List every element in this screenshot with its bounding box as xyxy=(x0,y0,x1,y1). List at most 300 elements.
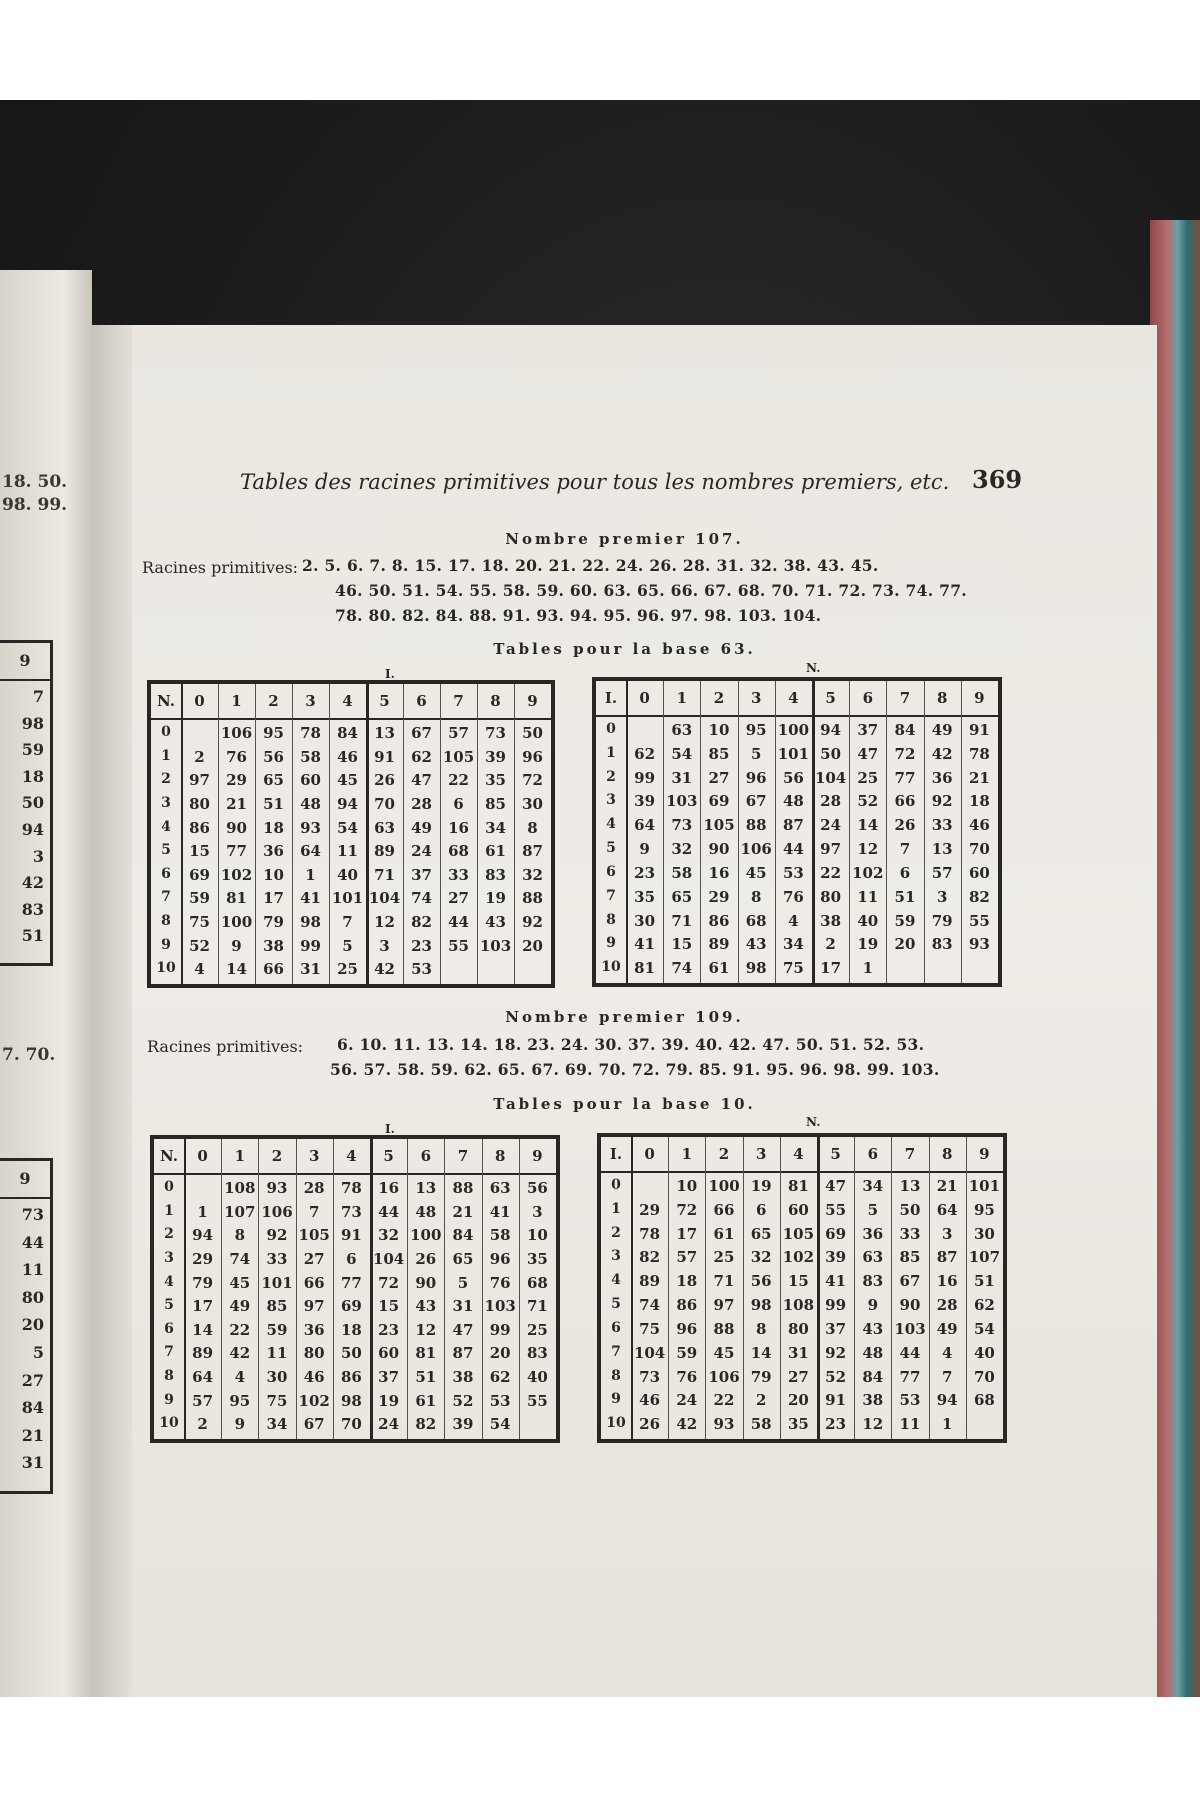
left-page-table-cell: 27 xyxy=(21,1370,44,1390)
table-cell: 35 xyxy=(485,771,506,790)
table-cell: 39 xyxy=(825,1248,847,1267)
table-corner-label: I. xyxy=(604,689,618,707)
table-cell: 32 xyxy=(378,1226,400,1245)
table-column-header: 9 xyxy=(974,689,985,707)
table-row-label: 9 xyxy=(611,1391,621,1408)
table-column-header: 2 xyxy=(271,1147,283,1165)
left-page-table-cell: 59 xyxy=(21,740,44,760)
table-cell: 1 xyxy=(862,959,873,978)
table-cell: 88 xyxy=(745,816,767,835)
table-cell: 7 xyxy=(941,1367,953,1386)
table-cell: 14 xyxy=(750,1343,772,1362)
table-cell: 44 xyxy=(782,840,804,859)
table-cell: 33 xyxy=(266,1249,288,1268)
table-cell: 87 xyxy=(522,842,543,861)
table-cell: 92 xyxy=(931,792,953,811)
table-row-label: 3 xyxy=(161,794,171,811)
table-cell: 95 xyxy=(745,721,767,739)
table-cell: 86 xyxy=(708,911,730,930)
table-cell: 47 xyxy=(825,1177,847,1195)
table-row-label: 6 xyxy=(161,865,171,882)
table-cell: 89 xyxy=(708,935,730,954)
table-cell: 35 xyxy=(634,887,656,906)
table-cell: 14 xyxy=(192,1320,214,1339)
section-1-right-table xyxy=(592,677,1002,987)
table-cell: 91 xyxy=(825,1391,847,1410)
section-2-right-table-label: N. xyxy=(806,1115,821,1129)
table-column-header: 3 xyxy=(308,1147,320,1165)
table-row-label: 8 xyxy=(161,913,171,930)
table-cell: 30 xyxy=(266,1368,288,1387)
table-cell: 5 xyxy=(867,1200,878,1219)
table-cell: 81 xyxy=(787,1177,809,1195)
table-cell: 44 xyxy=(899,1343,921,1362)
table-cell: 27 xyxy=(787,1367,809,1386)
table-row-label: 5 xyxy=(161,842,171,859)
table-column-header: 5 xyxy=(379,692,390,710)
section-1-title: Nombre premier 107. xyxy=(505,530,744,548)
table-row-label: 2 xyxy=(606,768,616,785)
left-page-table-2-header: 9 xyxy=(0,1161,50,1199)
left-page-table-cell: 98 xyxy=(21,713,44,733)
table-cell: 31 xyxy=(787,1343,809,1362)
table-column-header: 9 xyxy=(979,1145,990,1163)
table-cell: 39 xyxy=(452,1415,474,1434)
table-cell: 50 xyxy=(899,1200,921,1219)
left-page-table-cell: 42 xyxy=(21,873,44,893)
table-cell: 64 xyxy=(936,1200,958,1219)
table-row-label: 5 xyxy=(611,1296,621,1313)
table-cell: 79 xyxy=(192,1273,214,1292)
table-cell: 30 xyxy=(522,794,543,813)
table-cell: 95 xyxy=(973,1200,995,1219)
table-cell: 45 xyxy=(745,863,767,882)
table-cell: 56 xyxy=(263,747,284,766)
table-cell: 43 xyxy=(485,913,506,932)
section-2-left-table-label: I. xyxy=(385,1122,395,1136)
table-cell: 90 xyxy=(708,840,730,859)
table-cell: 91 xyxy=(340,1226,362,1245)
table-cell: 4 xyxy=(194,960,205,979)
table-cell: 20 xyxy=(787,1391,809,1410)
table-cell: 75 xyxy=(266,1391,288,1410)
table-cell: 57 xyxy=(192,1391,214,1410)
table-column-header: 8 xyxy=(936,689,948,707)
table-cell: 39 xyxy=(634,792,656,811)
table-cell: 75 xyxy=(782,959,804,978)
table-cell: 24 xyxy=(411,842,432,861)
table-cell: 38 xyxy=(820,911,842,930)
table-cell: 105 xyxy=(298,1226,330,1245)
table-corner-label: N. xyxy=(160,1147,178,1165)
table-row-label: 0 xyxy=(606,721,616,737)
table-cell: 15 xyxy=(787,1272,809,1291)
table-cell: 37 xyxy=(411,865,432,884)
left-page-table-1-header: 9 xyxy=(0,643,50,681)
table-cell: 23 xyxy=(634,863,656,882)
table-column-header: 7 xyxy=(904,1145,916,1163)
table-cell: 54 xyxy=(973,1319,995,1338)
table-row-label: 2 xyxy=(611,1224,621,1241)
table-cell: 87 xyxy=(452,1344,474,1363)
table-row-label: 3 xyxy=(164,1249,174,1266)
table-cell: 104 xyxy=(633,1343,666,1362)
table-cell: 103 xyxy=(894,1319,926,1338)
table-row-label: 10 xyxy=(606,1415,626,1432)
table-column-header: 6 xyxy=(867,1145,878,1163)
table-cell: 78 xyxy=(968,744,990,763)
table-row-label: 4 xyxy=(606,816,616,833)
table-cell: 70 xyxy=(374,794,395,813)
table-corner-label: I. xyxy=(609,1145,623,1163)
table-row-label: 7 xyxy=(611,1343,621,1360)
table-cell: 83 xyxy=(485,865,506,884)
table-cell: 71 xyxy=(526,1297,548,1316)
table-row-label: 6 xyxy=(164,1320,174,1337)
table-column-header: 1 xyxy=(676,689,687,707)
table-cell: 87 xyxy=(782,816,804,835)
table-column-header: 5 xyxy=(825,689,836,707)
table-cell: 34 xyxy=(266,1415,288,1434)
table-cell: 60 xyxy=(300,771,321,790)
table-cell: 99 xyxy=(825,1296,847,1315)
table-row-label: 7 xyxy=(164,1344,174,1361)
table-cell: 53 xyxy=(899,1391,921,1410)
table-cell: 96 xyxy=(676,1319,698,1338)
table-cell: 86 xyxy=(676,1296,698,1315)
section-1-roots-line-1: 2. 5. 6. 7. 8. 15. 17. 18. 20. 21. 22. 24. 26. 28. 31. 32. 38. 43. 45. xyxy=(302,556,879,575)
table-cell: 95 xyxy=(263,724,284,742)
section-2-right-table xyxy=(597,1133,1007,1443)
table-cell: 100 xyxy=(220,913,253,932)
table-cell: 8 xyxy=(234,1226,245,1245)
table-cell: 90 xyxy=(899,1296,921,1315)
table-cell: 21 xyxy=(226,794,247,813)
table-cell: 63 xyxy=(671,721,693,739)
table-row-label: 10 xyxy=(601,959,621,976)
table-column-header: 0 xyxy=(639,689,650,707)
table-cell: 62 xyxy=(411,747,432,766)
table-cell: 15 xyxy=(189,842,210,861)
table-cell: 79 xyxy=(931,911,953,930)
table-cell: 66 xyxy=(263,960,284,979)
table-cell: 52 xyxy=(825,1367,847,1386)
table-row-label: 9 xyxy=(161,936,171,953)
table-cell: 101 xyxy=(331,889,364,908)
table-cell: 91 xyxy=(968,721,990,739)
table-cell: 30 xyxy=(634,911,656,930)
table-cell: 83 xyxy=(526,1344,548,1363)
table-cell: 3 xyxy=(379,936,390,955)
table-cell: 6 xyxy=(346,1249,357,1268)
table-row-label: 7 xyxy=(606,887,616,904)
table-cell: 11 xyxy=(266,1344,288,1363)
table-cell: 98 xyxy=(300,913,321,932)
table-row-label: 1 xyxy=(161,747,171,764)
table-cell: 47 xyxy=(411,771,432,790)
table-cell: 76 xyxy=(676,1367,698,1386)
book-cover-edge xyxy=(1150,220,1200,1697)
table-cell: 59 xyxy=(266,1320,288,1339)
page-number: 369 xyxy=(972,465,1023,494)
table-cell: 62 xyxy=(489,1368,511,1387)
table-cell: 29 xyxy=(708,887,730,906)
table-column-header: 7 xyxy=(453,692,464,710)
table-column-header: 3 xyxy=(750,689,762,707)
table-cell: 3 xyxy=(532,1202,543,1221)
table-cell: 46 xyxy=(303,1368,325,1387)
table-column-header: 2 xyxy=(718,1145,730,1163)
section-2-roots-label: Racines primitives: xyxy=(147,1037,304,1056)
table-cell: 51 xyxy=(894,887,916,906)
table-cell: 32 xyxy=(522,865,543,884)
table-cell: 97 xyxy=(820,840,842,859)
section-2-tables-title: Tables pour la base 10. xyxy=(493,1095,756,1113)
table-cell: 13 xyxy=(899,1177,921,1195)
table-cell: 36 xyxy=(931,768,953,787)
table-cell: 48 xyxy=(300,794,321,813)
table-cell: 33 xyxy=(448,865,469,884)
table-cell: 21 xyxy=(936,1177,958,1195)
table-cell: 12 xyxy=(415,1320,437,1339)
table-cell: 26 xyxy=(415,1249,437,1268)
table-cell: 72 xyxy=(378,1273,400,1292)
table-row-label: 0 xyxy=(161,724,171,740)
table-cell: 75 xyxy=(639,1319,661,1338)
table-cell: 69 xyxy=(189,865,210,884)
table-cell: 43 xyxy=(745,935,767,954)
table-cell: 43 xyxy=(862,1319,884,1338)
table-cell: 24 xyxy=(820,816,842,835)
table-cell: 76 xyxy=(489,1273,511,1292)
table-cell: 17 xyxy=(820,959,842,978)
table-cell: 61 xyxy=(708,959,730,978)
table-cell: 28 xyxy=(303,1179,325,1197)
left-page-table-cell: 21 xyxy=(21,1425,44,1445)
table-cell: 30 xyxy=(973,1224,995,1243)
table-cell: 69 xyxy=(340,1297,362,1316)
left-page-table-cell: 7 xyxy=(32,687,44,706)
table-cell: 7 xyxy=(308,1202,320,1221)
table-cell: 32 xyxy=(671,840,693,859)
section-2-left-table xyxy=(150,1135,560,1443)
table-cell: 77 xyxy=(894,768,916,787)
table-cell: 7 xyxy=(899,840,911,859)
section-1-roots-line-2: 46. 50. 51. 54. 55. 58. 59. 60. 63. 65. 66. 67. 68. 70. 71. 72. 73. 74. 77. xyxy=(335,581,967,600)
table-cell: 67 xyxy=(303,1415,325,1434)
table-cell: 23 xyxy=(825,1415,847,1434)
table-cell: 42 xyxy=(931,744,953,763)
table-cell: 15 xyxy=(378,1297,400,1316)
table-cell: 78 xyxy=(340,1179,362,1197)
table-cell: 23 xyxy=(411,936,432,955)
left-page-text-3: 7. 70. xyxy=(2,1045,56,1065)
table-cell: 15 xyxy=(671,935,693,954)
table-cell: 68 xyxy=(973,1391,995,1410)
table-row-label: 4 xyxy=(611,1272,621,1289)
table-cell: 17 xyxy=(263,889,284,908)
left-page-table-cell: 73 xyxy=(21,1205,44,1224)
table-cell: 46 xyxy=(968,816,990,835)
table-cell: 71 xyxy=(713,1272,735,1291)
table-cell: 85 xyxy=(899,1248,921,1267)
table-cell: 17 xyxy=(676,1224,698,1243)
left-page-table-cell: 50 xyxy=(21,793,44,813)
table-cell: 105 xyxy=(442,747,475,766)
table-cell: 16 xyxy=(448,818,469,837)
table-row-label: 9 xyxy=(606,935,616,952)
table-cell: 33 xyxy=(899,1224,921,1243)
table-cell: 13 xyxy=(415,1179,437,1197)
table-cell: 104 xyxy=(814,768,847,787)
table-cell: 78 xyxy=(300,724,321,742)
table-cell: 72 xyxy=(522,771,543,790)
table-cell: 50 xyxy=(340,1344,362,1363)
table-cell: 43 xyxy=(415,1297,437,1316)
table-cell: 80 xyxy=(787,1319,809,1338)
table-cell: 101 xyxy=(261,1273,293,1292)
table-cell: 2 xyxy=(825,935,836,954)
table-cell: 49 xyxy=(931,721,953,739)
left-page-table-cell: 11 xyxy=(21,1260,44,1280)
table-cell: 98 xyxy=(340,1391,362,1410)
table-cell: 64 xyxy=(192,1368,214,1387)
table-cell: 100 xyxy=(708,1177,740,1195)
section-1-left-table xyxy=(147,680,555,988)
table-row-label: 8 xyxy=(611,1367,621,1384)
table-cell: 4 xyxy=(788,911,799,930)
table-cell: 12 xyxy=(374,913,395,932)
table-cell: 77 xyxy=(226,842,247,861)
table-cell: 75 xyxy=(189,913,210,932)
table-cell: 20 xyxy=(894,935,916,954)
table-cell: 55 xyxy=(526,1391,548,1410)
table-cell: 70 xyxy=(968,840,990,859)
table-cell: 26 xyxy=(894,816,916,835)
table-cell: 55 xyxy=(825,1200,847,1219)
table-cell: 6 xyxy=(899,863,911,882)
table-cell: 25 xyxy=(857,768,879,787)
table-cell: 51 xyxy=(415,1368,437,1387)
table-cell: 73 xyxy=(639,1367,661,1386)
table-cell: 89 xyxy=(374,842,395,861)
table-cell: 61 xyxy=(415,1391,437,1410)
table-cell: 66 xyxy=(894,792,916,811)
table-column-header: 7 xyxy=(899,689,911,707)
table-cell: 25 xyxy=(713,1248,735,1267)
table-cell: 58 xyxy=(750,1415,772,1434)
table-cell: 40 xyxy=(526,1368,548,1387)
table-cell: 80 xyxy=(303,1344,325,1363)
section-1-tables-title: Tables pour la base 63. xyxy=(493,640,756,658)
table-cell: 20 xyxy=(522,936,543,955)
table-cell: 18 xyxy=(676,1272,698,1291)
table-cell: 103 xyxy=(484,1297,516,1316)
table-cell: 107 xyxy=(224,1202,256,1221)
table-cell: 106 xyxy=(708,1367,740,1386)
table-cell: 90 xyxy=(415,1273,437,1292)
table-cell: 11 xyxy=(899,1415,921,1434)
table-row-label: 4 xyxy=(161,818,171,835)
table-column-header: 4 xyxy=(793,1145,804,1163)
table-cell: 48 xyxy=(862,1343,884,1362)
table-cell: 88 xyxy=(713,1319,735,1338)
table-column-header: 0 xyxy=(194,692,205,710)
table-cell: 14 xyxy=(857,816,879,835)
table-cell: 18 xyxy=(340,1320,362,1339)
table-cell: 55 xyxy=(448,936,469,955)
table-cell: 91 xyxy=(374,747,395,766)
table-column-header: 9 xyxy=(532,1147,543,1165)
table-cell: 84 xyxy=(452,1226,474,1245)
table-cell: 66 xyxy=(713,1200,735,1219)
table-cell: 93 xyxy=(266,1179,288,1197)
table-cell: 19 xyxy=(378,1391,400,1410)
table-cell: 37 xyxy=(378,1368,400,1387)
table-cell: 22 xyxy=(713,1391,735,1410)
table-cell: 40 xyxy=(973,1343,995,1362)
table-cell: 54 xyxy=(671,744,693,763)
table-cell: 31 xyxy=(671,768,693,787)
table-cell: 2 xyxy=(194,747,205,766)
table-cell: 70 xyxy=(340,1415,362,1434)
table-cell: 36 xyxy=(862,1224,884,1243)
table-cell: 92 xyxy=(266,1226,288,1245)
table-cell: 42 xyxy=(676,1415,698,1434)
table-cell: 79 xyxy=(750,1367,772,1386)
table-corner-label: N. xyxy=(157,692,175,710)
table-column-header: 4 xyxy=(788,689,799,707)
table-cell: 65 xyxy=(750,1224,772,1243)
left-page-table-cell: 44 xyxy=(21,1232,44,1252)
table-cell: 22 xyxy=(820,863,842,882)
table-cell: 41 xyxy=(825,1272,847,1291)
table-cell: 51 xyxy=(263,794,284,813)
table-cell: 25 xyxy=(526,1320,548,1339)
table-cell: 8 xyxy=(755,1319,767,1338)
section-2-title: Nombre premier 109. xyxy=(505,1008,744,1026)
table-cell: 87 xyxy=(936,1248,958,1267)
table-cell: 26 xyxy=(374,771,395,790)
table-cell: 96 xyxy=(745,768,767,787)
table-cell: 50 xyxy=(522,724,543,742)
table-row-label: 10 xyxy=(159,1415,179,1432)
table-cell: 88 xyxy=(522,889,543,908)
table-cell: 57 xyxy=(931,863,953,882)
table-row-label: 0 xyxy=(611,1177,621,1193)
table-column-header: 5 xyxy=(830,1145,841,1163)
table-cell: 84 xyxy=(894,721,916,739)
table-cell: 71 xyxy=(671,911,693,930)
table-cell: 86 xyxy=(340,1368,362,1387)
table-cell: 2 xyxy=(755,1391,767,1410)
table-cell: 16 xyxy=(378,1179,400,1197)
table-cell: 25 xyxy=(337,960,358,979)
table-cell: 17 xyxy=(192,1297,214,1316)
left-page-text-1: 18. 50. xyxy=(2,472,68,492)
table-cell: 23 xyxy=(378,1320,400,1339)
table-cell: 69 xyxy=(708,792,730,811)
table-cell: 73 xyxy=(485,724,506,742)
table-cell: 98 xyxy=(750,1296,772,1315)
table-column-header: 8 xyxy=(941,1145,953,1163)
table-cell: 64 xyxy=(300,842,321,861)
table-cell: 34 xyxy=(485,818,506,837)
left-page-fragment xyxy=(0,270,92,1697)
table-cell: 28 xyxy=(820,792,842,811)
table-cell: 55 xyxy=(968,911,990,930)
table-column-header: 8 xyxy=(494,1147,506,1165)
